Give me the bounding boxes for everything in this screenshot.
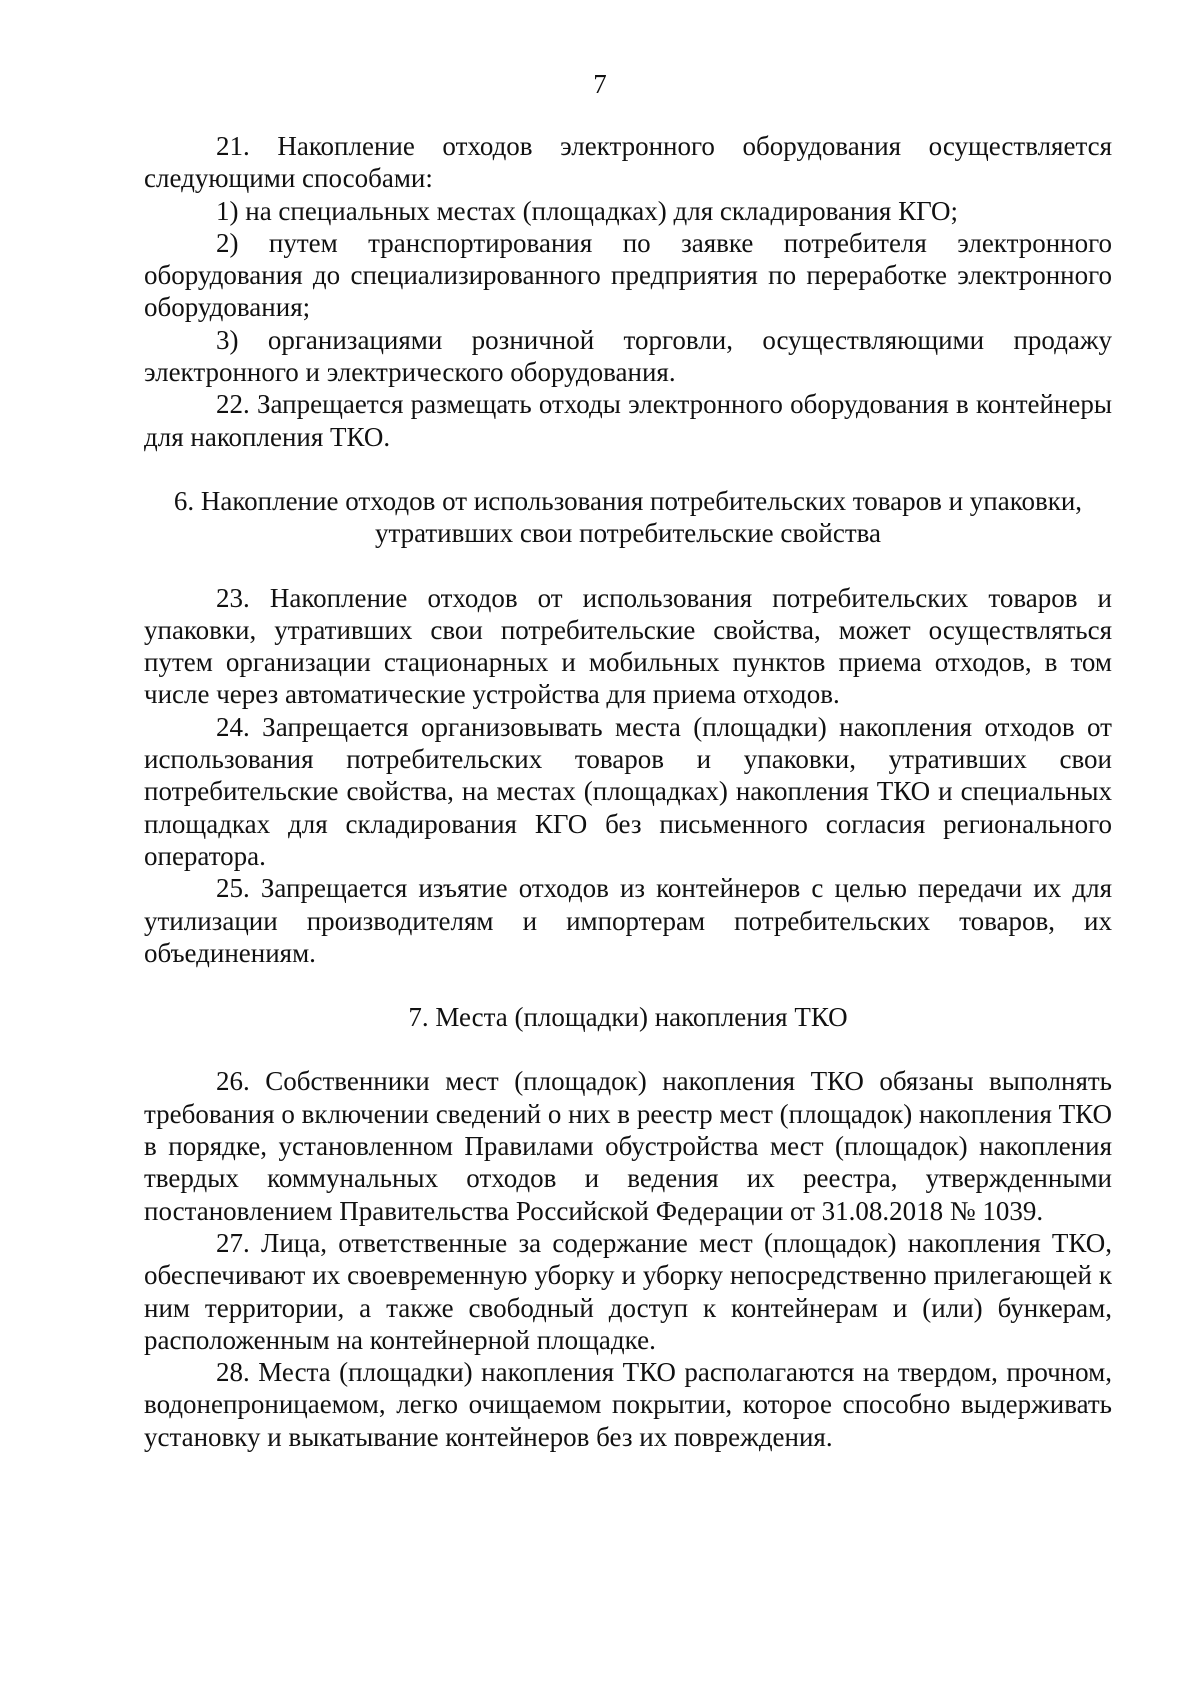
section-7-body [144,1065,1112,1453]
paragraph-22: 22. Запрещается размещать отходы электронного оборудования в контейнеры для накопления ТКО. [144,389,1112,452]
section-6-heading [144,485,1112,550]
document-body [144,130,1112,1453]
paragraph-27: 27. Лица, ответственные за содержание мест (площадок) накопления ТКО, обеспечивают их своевременную уборку и уборку непосредственно прилегающей к ним территории, а также свободный доступ к контейнерам и (или) бункерам, расположенным на контейнерной площадке. [144,1227,1112,1355]
paragraph-28: 28. Места (площадки) накопления ТКО располагаются на твердом, прочном, водонепроницаемом, легко очищаемом покрытии, которое способно выдерживать установку и выкатывание контейнеров без их повреждения. [144,1357,1112,1452]
paragraph-24: 24. Запрещается организовывать места (площадки) накопления отходов от использования потребительских товаров и упаковки, утративших свои потребительские свойства, на местах (площадках) накопления ТКО и специальных площадках для складирования КГО без письменного согласия регионального оператора. [144,711,1112,871]
paragraph-25: 25. Запрещается изъятие отходов из контейнеров с целью передачи их для утилизации производителям и импортерам потребительских товаров, их объединениям. [144,873,1112,968]
paragraph-21: 21. Накопление отходов электронного оборудования осуществляется следующими способами: [144,131,1112,194]
list-item-21-1: 1) на специальных местах (площадках) для складирования КГО; [216,195,959,226]
paragraph-23: 23. Накопление отходов от использования потребительских товаров и упаковки, утративших свои потребительские свойства, может осуществляться путем организации стационарных и мобильных пунктов приема отходов, в том числе через автоматические устройства для приема отходов. [144,582,1112,710]
page-number: 7 [593,69,607,99]
section-7-title: 7. Места (площадки) накопления ТКО [408,1002,848,1033]
section-6-title: 6. Накопление отходов от использования потребительских товаров и упаковки, утративших свои потребительские свойства [173,485,1083,549]
paragraph-26: 26. Собственники мест (площадок) накопления ТКО обязаны выполнять требования о включении сведений о них в реестр мест (площадок) накопления ТКО в порядке, установленном Правилами обустройства мест (площадок) накопления твердых коммунальных отходов и ведения их реестра, утвержденными постановлением Правительства Российской Федерации от 31.08.2018 № 1039. [144,1066,1112,1226]
list-item-21-3: 3) организациями розничной торговли, осуществляющими продажу электронного и электрического оборудования. [144,324,1112,388]
section-7-heading [144,1001,1112,1033]
section-6-body [144,582,1112,970]
list-item-21-2: 2) путем транспортирования по заявке потребителя электронного оборудования до специализированного предприятия по переработке электронного оборудования; [144,227,1112,323]
